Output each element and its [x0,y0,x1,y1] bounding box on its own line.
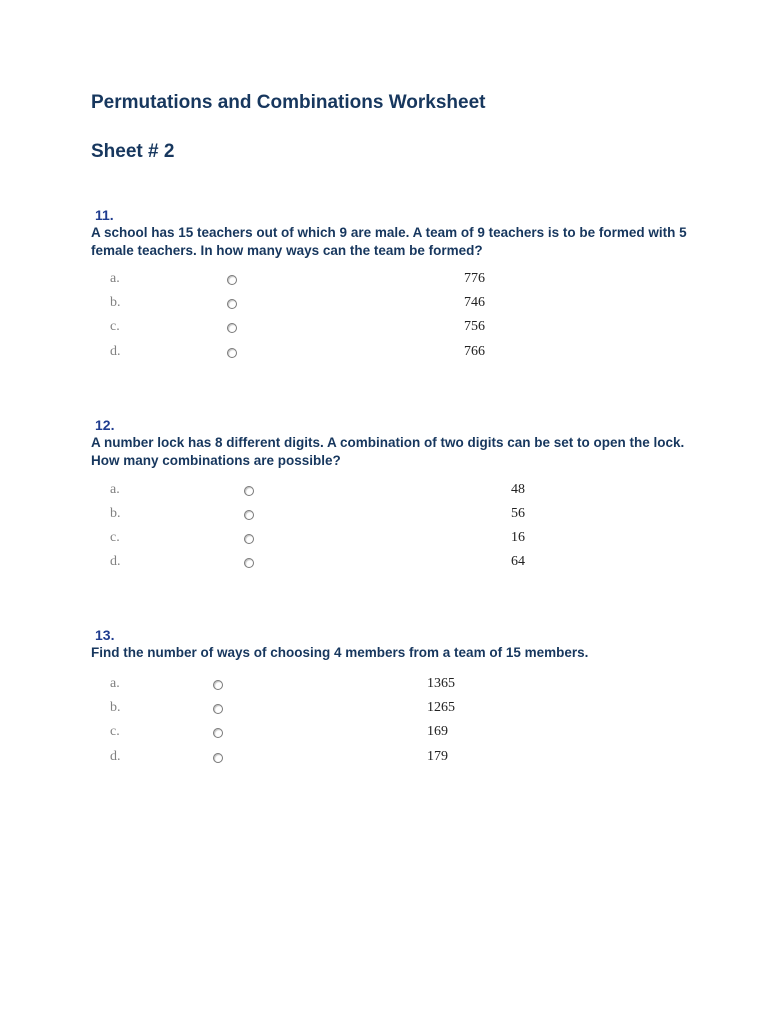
radio-button[interactable] [244,534,254,544]
option-d [0,344,768,364]
radio-button[interactable] [227,323,237,333]
option-value: 56 [511,506,525,521]
radio-button[interactable] [227,275,237,285]
option-d [0,554,768,574]
option-value: 746 [464,295,485,310]
radio-button[interactable] [213,704,223,714]
radio-button[interactable] [227,299,237,309]
option-b [0,295,768,315]
option-letter: b. [110,295,121,310]
option-letter: b. [110,700,121,715]
radio-button[interactable] [244,558,254,568]
radio-button[interactable] [213,753,223,763]
radio-button[interactable] [213,728,223,738]
worksheet-title: Permutations and Combinations Worksheet [91,92,486,113]
option-letter: c. [110,724,120,739]
option-value: 766 [464,344,485,359]
option-value: 64 [511,554,525,569]
option-value: 1265 [427,700,455,715]
option-b [0,700,768,720]
question-text: Find the number of ways of choosing 4 members from a team of 15 members. [91,645,589,660]
option-c [0,319,768,339]
radio-button[interactable] [244,486,254,496]
option-value: 179 [427,749,448,764]
option-letter: a. [110,676,120,691]
option-value: 48 [511,482,525,497]
question-text: A number lock has 8 different digits. A combination of two digits can be set to open the lock. How many combinations are possible? [91,435,685,468]
option-letter: d. [110,344,121,359]
option-letter: d. [110,749,121,764]
option-letter: b. [110,506,121,521]
radio-button[interactable] [213,680,223,690]
option-letter: a. [110,271,120,286]
question-number: 11. [95,207,114,223]
option-d [0,749,768,769]
option-a [0,271,768,291]
question-number: 12. [95,417,115,433]
radio-button[interactable] [227,348,237,358]
option-value: 776 [464,271,485,286]
option-c [0,530,768,550]
option-value: 756 [464,319,485,334]
option-a [0,676,768,696]
option-letter: a. [110,482,120,497]
option-letter: d. [110,554,121,569]
option-value: 1365 [427,676,455,691]
question-text: A school has 15 teachers out of which 9 are male. A team of 9 teachers is to be formed with 5 female teachers. In how many ways can the team be formed? [91,225,687,258]
sheet-number: Sheet # 2 [91,141,175,162]
option-value: 16 [511,530,525,545]
option-a [0,482,768,502]
option-value: 169 [427,724,448,739]
option-b [0,506,768,526]
option-c [0,724,768,744]
option-letter: c. [110,319,120,334]
question-number: 13. [95,627,115,643]
radio-button[interactable] [244,510,254,520]
option-letter: c. [110,530,120,545]
